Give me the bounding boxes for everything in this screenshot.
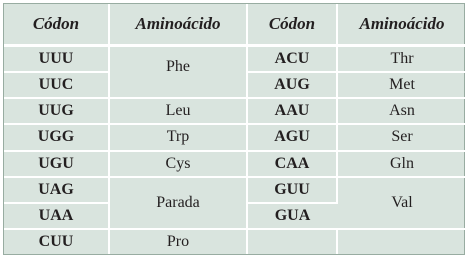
header-amino-right: Aminoácido — [337, 4, 466, 46]
amino-acid-cell: Asn — [337, 98, 466, 124]
table-row — [4, 229, 466, 254]
codon-cell: AUG — [247, 72, 337, 98]
codon-cell: AAU — [247, 98, 337, 124]
codon-cell: CAA — [247, 151, 337, 177]
amino-acid-cell: Phe — [109, 46, 247, 99]
empty-cell — [247, 229, 337, 254]
amino-acid-cell: Parada — [109, 177, 247, 229]
amino-acid-cell: Pro — [109, 229, 247, 254]
codon-cell: UUU — [4, 46, 109, 73]
table-row — [4, 98, 466, 124]
amino-acid-cell: Ser — [337, 124, 466, 150]
codon-cell: ACU — [247, 46, 337, 73]
header-codon-left: Códon — [4, 4, 109, 46]
header-codon-right: Códon — [247, 4, 337, 46]
amino-acid-cell: Trp — [109, 124, 247, 150]
codon-cell: UAG — [4, 177, 109, 203]
codon-cell: UGU — [4, 151, 109, 177]
table-row — [4, 177, 466, 203]
header-row — [4, 4, 466, 46]
codon-cell: CUU — [4, 229, 109, 254]
header-amino-left: Aminoácido — [109, 4, 247, 46]
codon-cell: GUA — [247, 203, 337, 229]
codon-table — [4, 4, 466, 254]
codon-table-container — [3, 3, 465, 255]
codon-cell: AGU — [247, 124, 337, 150]
codon-cell: UUG — [4, 98, 109, 124]
amino-acid-cell: Cys — [109, 151, 247, 177]
table-row — [4, 151, 466, 177]
amino-acid-cell: Thr — [337, 46, 466, 73]
amino-acid-cell: Gln — [337, 151, 466, 177]
amino-acid-cell: Met — [337, 72, 466, 98]
codon-cell: UAA — [4, 203, 109, 229]
amino-acid-cell: Val — [337, 177, 466, 229]
codon-cell: GUU — [247, 177, 337, 203]
amino-acid-cell: Leu — [109, 98, 247, 124]
table-row — [4, 46, 466, 73]
empty-cell — [337, 229, 466, 254]
codon-cell: UGG — [4, 124, 109, 150]
table-row — [4, 124, 466, 150]
codon-cell: UUC — [4, 72, 109, 98]
